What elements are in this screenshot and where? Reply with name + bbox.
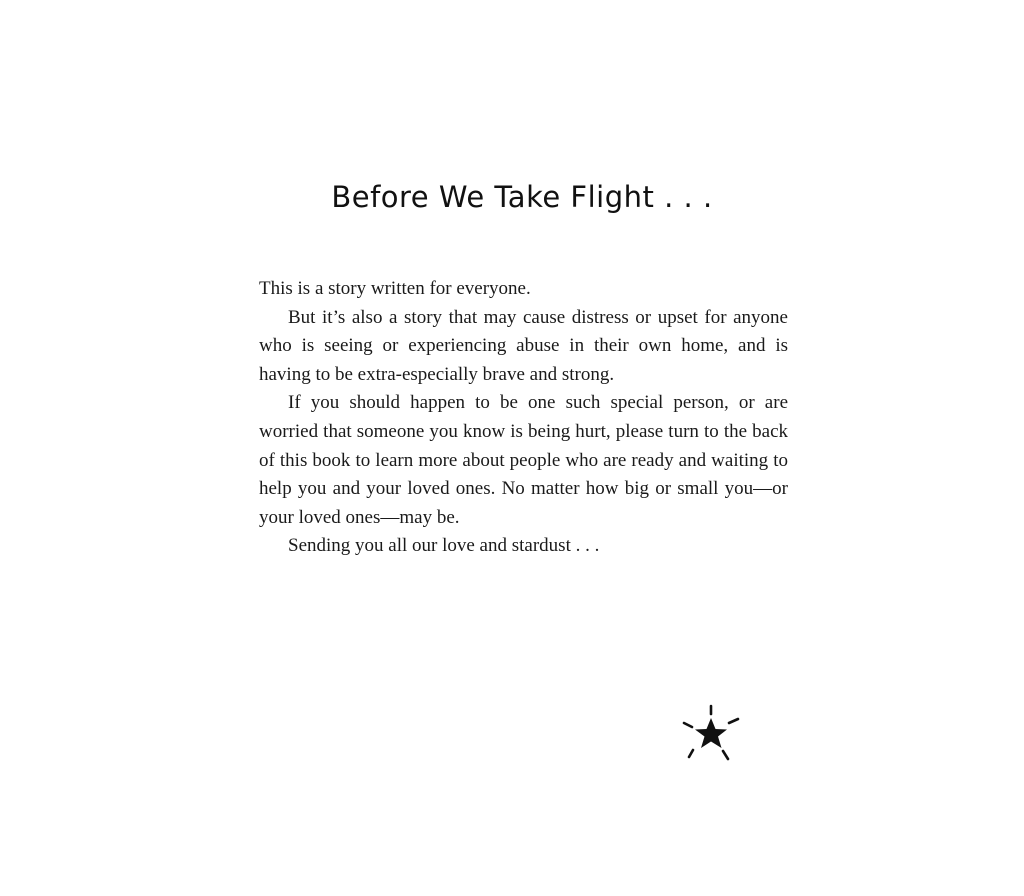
body-text bbox=[259, 275, 788, 561]
paragraph-help: If you should happen to be one such special person, or are worried that someone you know is being hurt, please turn to the back of this book to learn more about people who are ready and waiting to help you and your loved ones. No matter how big or small you—or your loved ones—may be. bbox=[259, 392, 788, 528]
paragraph-intro: This is a story written for everyone. bbox=[259, 278, 531, 299]
paragraph-signoff: Sending you all our love and stardust . . . bbox=[288, 535, 600, 557]
page-title: Before We Take Flight . . . bbox=[331, 180, 713, 214]
paragraph-warning: But it’s also a story that may cause distress or upset for anyone who is seeing or experiencing abuse in their own home, and is having to be extra-especially brave and strong. bbox=[259, 306, 788, 385]
star-icon bbox=[678, 704, 744, 762]
